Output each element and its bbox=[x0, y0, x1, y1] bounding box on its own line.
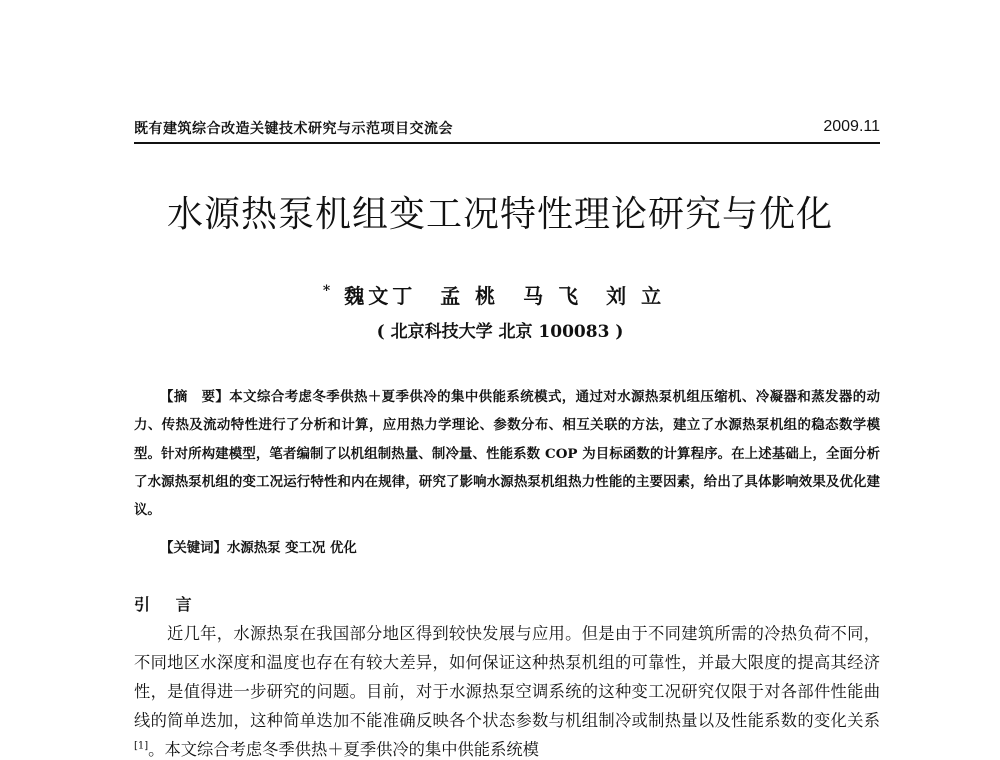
abstract bbox=[134, 383, 880, 524]
conference-name: 既有建筑综合改造关键技术研究与示范项目交流会 bbox=[134, 121, 453, 137]
keywords bbox=[160, 536, 357, 560]
author-name: 刘 立 bbox=[606, 283, 666, 308]
author-name: 魏文丁 bbox=[344, 283, 417, 308]
paragraph-text: 近几年，水源热泵在我国部分地区得到较快发展与应用。但是由于不同建筑所需的冷热负荷不同，不同地区水深度和温度也存在有较大差异，如何保证这种热泵机组的可靠性，并最大限度的提高其经济性，是值得进一步研究的问题。目前，对于水源热泵空调系统的这种变工况研究仅限于对各部件性能曲线的简单迭加，这种简单迭加不能准确反映各个状态参数与机组制冷或制热量以及性能系数的变化关系 bbox=[134, 624, 880, 730]
abstract-label: 【摘 要】 bbox=[160, 389, 230, 405]
paper-title: 水源热泵机组变工况特性理论研究与优化 bbox=[166, 194, 833, 235]
paragraph-text-continued: 。本文综合考虑冬季供热＋夏季供冷的集中供能系统模 bbox=[148, 740, 539, 759]
keywords-text: 水源热泵 变工况 优化 bbox=[226, 540, 357, 556]
abstract-text: 本文综合考虑冬季供热＋夏季供冷的集中供能系统模式，通过对水源热泵机组压缩机、冷凝器和蒸发器的动力、传热及流动特性进行了分析和计算，应用热力学理论、参数分布、相互关联的方法，建立了水源热泵机组的稳态数学模型。针对所构建模型，笔者编制了以机组制热量、制冷量、性能系数 COP 为目标函数的计算程序。在上述基础上，全面分析了水源热泵机组的变工况运行特性和内在规律，研究了影响水源热泵机组热力性能的主要因素，给出了具体影响效果及优化建议。 bbox=[134, 389, 881, 519]
running-header bbox=[134, 118, 880, 144]
author-affiliation: ( 北京科技大学 北京 100083 ) bbox=[376, 322, 624, 342]
keywords-label: 【关键词】 bbox=[160, 540, 227, 556]
author-name: 马 飞 bbox=[523, 283, 583, 308]
issue-date: 2009.11 bbox=[823, 118, 880, 135]
citation-reference: [1] bbox=[134, 740, 149, 752]
corresponding-author-mark: * bbox=[322, 283, 331, 299]
author-name: 孟 桃 bbox=[440, 283, 500, 308]
author-list bbox=[0, 276, 1000, 311]
introduction-paragraph bbox=[134, 619, 880, 760]
section-heading-introduction: 引 言 bbox=[134, 595, 202, 614]
